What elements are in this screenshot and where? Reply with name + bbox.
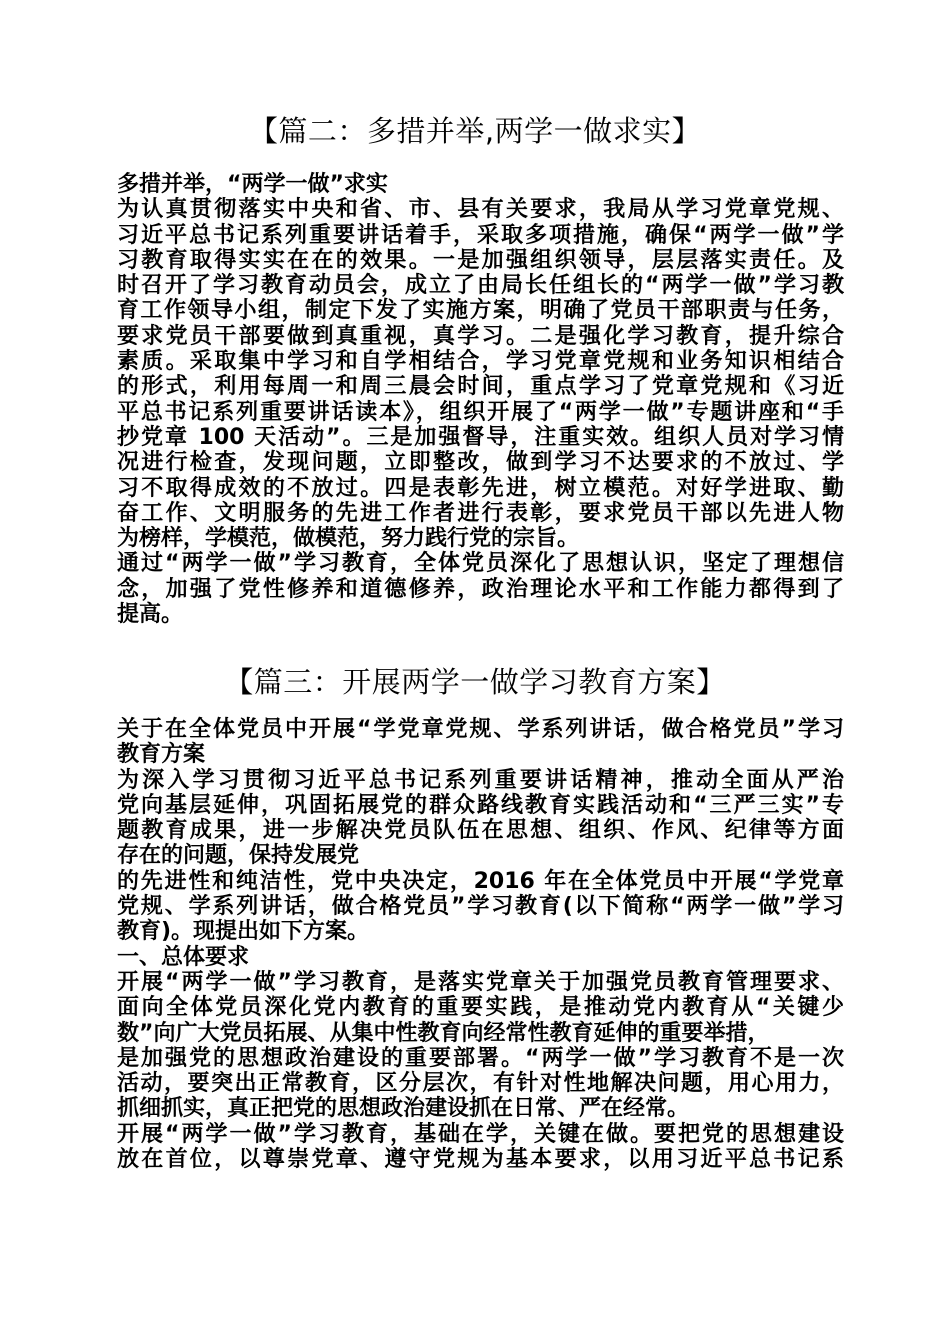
section-2-line: 时召开了学习教育动员会，成立了由局长任组长的“两学一做”学习教 — [117, 273, 844, 299]
section-3-line: 的先进性和纯洁性，党中央决定，2016 年在全体党员中开展“学党章 — [117, 868, 844, 894]
section-2-line: 的形式，利用每周一和周三晨会时间，重点学习了党章党规和《习近 — [117, 374, 844, 400]
section-3-line: 题教育成果，进一步解决党员队伍在思想、组织、作风、纪律等方面 — [117, 818, 844, 844]
section-3-heading: 【篇三：开展两学一做学习教育方案】 — [224, 665, 726, 699]
section-2-line: 习教育取得实实在在的效果。一是加强组织领导，层层落实责任。及 — [117, 247, 844, 273]
section-3-line: 是加强党的思想政治建设的重要部署。“两学一做”学习教育不是一次 — [117, 1045, 844, 1071]
section-3-line: 教育)。现提出如下方案。 — [117, 919, 370, 945]
section-3-line: 面向全体党员深化党内教育的重要实践，是推动党内教育从“关键少 — [117, 995, 844, 1021]
section-3-line: 党规、学系列讲话，做合格党员”学习教育(以下简称“两学一做”学习 — [117, 894, 844, 920]
section-3-line: 数”向广大党员拓展、从集中性教育向经常性教育延伸的重要举措， — [117, 1020, 770, 1046]
section-3-line: 教育方案 — [117, 742, 206, 768]
section-2-line: 通过“两学一做”学习教育，全体党员深化了思想认识，坚定了理想信 — [117, 551, 844, 577]
section-2-line: 素质。采取集中学习和自学相结合，学习党章党规和业务知识相结合 — [117, 349, 844, 375]
section-2-line: 平总书记系列重要讲话读本》，组织开展了“两学一做”专题讲座和“手 — [117, 399, 844, 425]
section-3-line: 党向基层延伸，巩固拓展党的群众路线教育实践活动和“三严三实”专 — [117, 792, 844, 818]
section-2-line: 为认真贯彻落实中央和省、市、县有关要求，我局从学习党章党规、 — [117, 197, 844, 223]
section-3-line: 开展“两学一做”学习教育，是落实党章关于加强党员教育管理要求、 — [117, 969, 844, 995]
section-3-body — [117, 717, 844, 1172]
section-2-line: 为榜样，学模范，做模范，努力践行党的宗旨。 — [117, 526, 580, 552]
section-2-line: 多措并举，“两学一做”求实 — [117, 172, 388, 197]
section-2-body — [117, 172, 844, 627]
section-2-heading: 【篇二：多措并举,两学一做求实】 — [248, 114, 702, 148]
section-3-line: 开展“两学一做”学习教育，基础在学，关键在做。要把党的思想建设 — [117, 1121, 844, 1147]
section-2-line: 奋工作、文明服务的先进工作者进行表彰，要求党员干部以先进人物 — [117, 500, 844, 526]
section-3-line: 关于在全体党员中开展“学党章党规、学系列讲话，做合格党员”学习 — [117, 717, 844, 742]
section-3-line: 活动，要突出正常教育，区分层次，有针对性地解决问题，用心用力， — [117, 1071, 844, 1097]
section-3-line: 存在的问题，保持发展党 — [117, 843, 360, 869]
section-3-line: 放在首位，以尊崇党章、遵守党规为基本要求，以用习近平总书记系 — [117, 1147, 844, 1173]
section-2-line: 习不取得成效的不放过。四是表彰先进，树立模范。对好学进取、勤 — [117, 475, 844, 501]
section-3-line: 抓细抓实，真正把党的思想政治建设抓在日常、严在经常。 — [117, 1096, 690, 1122]
section-2-line: 习近平总书记系列重要讲话着手，采取多项措施，确保“两学一做”学 — [117, 222, 844, 248]
section-2-line: 要求党员干部要做到真重视，真学习。二是强化学习教育，提升综合 — [117, 323, 844, 349]
section-2-line: 念，加强了党性修养和道德修养，政治理论水平和工作能力都得到了 — [117, 576, 844, 602]
section-3-line: 一、总体要求 — [117, 944, 250, 970]
section-2-line: 育工作领导小组，制定下发了实施方案，明确了党员干部职责与任务， — [117, 298, 844, 324]
section-2-line: 况进行检查，发现问题，立即整改，做到学习不达要求的不放过、学 — [117, 450, 844, 476]
section-3-line: 为深入学习贯彻习近平总书记系列重要讲话精神，推动全面从严治 — [117, 767, 844, 793]
section-2-line: 提高。 — [117, 602, 184, 628]
section-2-line: 抄党章 100 天活动”。三是加强督导，注重实效。组织人员对学习情 — [117, 424, 844, 450]
